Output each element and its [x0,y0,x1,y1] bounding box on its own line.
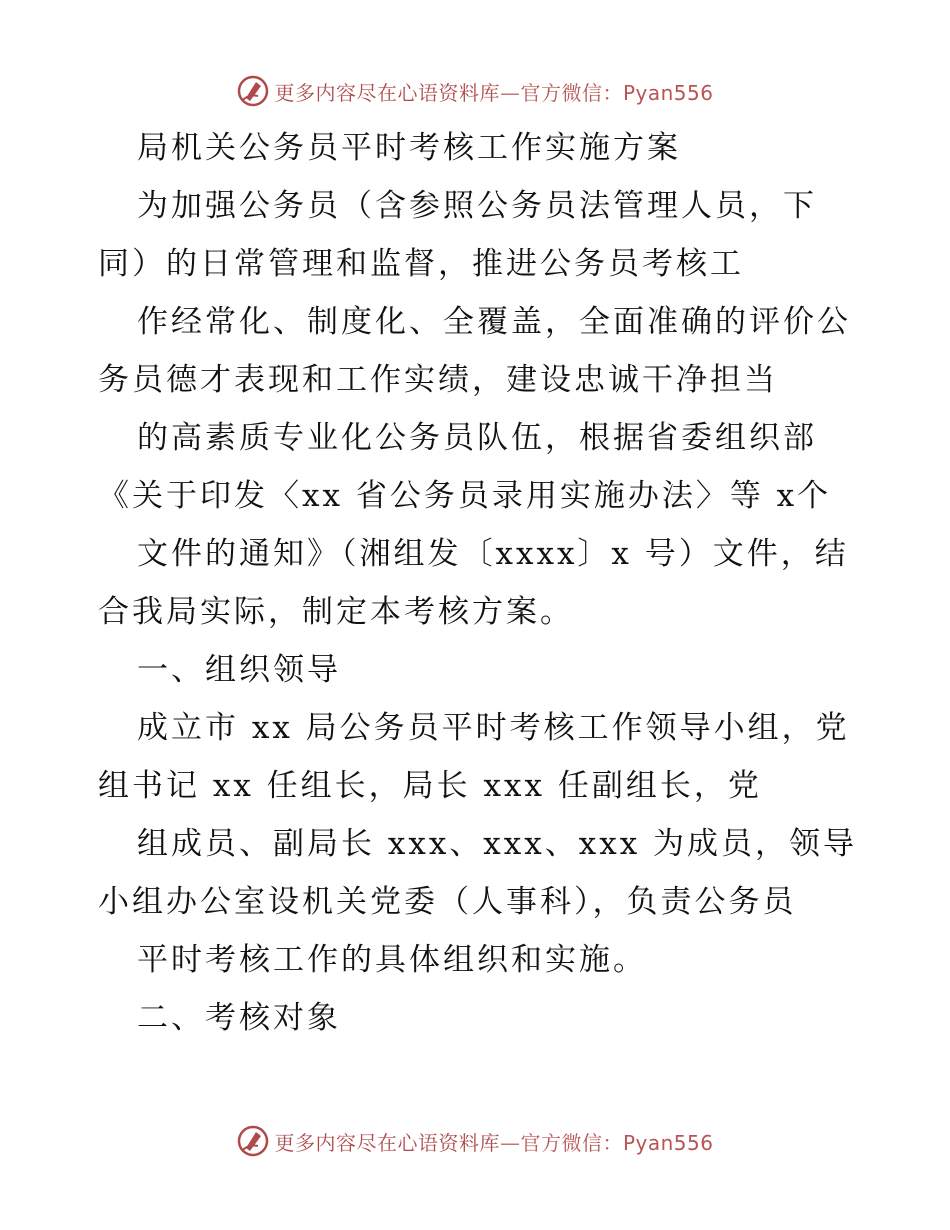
paragraph-line: 同）的日常管理和监督，推进公务员考核工 [98,246,744,282]
paragraph-line: 成立市 xx 局公务员平时考核工作领导小组，党 [137,710,850,746]
pen-nib-logo-icon [236,74,270,108]
paragraph-line: 组成员、副局长 xxx、xxx、xxx 为成员，领导 [137,826,858,862]
paragraph-line: 的高素质专业化公务员队伍，根据省委组织部 [137,420,817,456]
paragraph-line: 务员德才表现和工作实绩，建设忠诚干净担当 [98,362,778,398]
paragraph-line: 为加强公务员（含参照公务员法管理人员，下 [137,188,817,224]
watermark-footer [0,1121,950,1161]
watermark-text: 更多内容尽在心语资料库—官方微信：Pyan556 [274,80,714,105]
section-heading: 一、组织领导 [137,652,341,688]
paragraph-line: 文件的通知》（湘组发〔xxxx〕x 号）文件，结 [137,536,849,572]
watermark-header [0,71,950,111]
paragraph-line: 合我局实际，制定本考核方案。 [98,594,574,630]
document-title: 局机关公务员平时考核工作实施方案 [137,130,681,166]
paragraph-line: 作经常化、制度化、全覆盖，全面准确的评价公 [137,304,851,340]
section-heading: 二、考核对象 [137,1000,341,1036]
paragraph-line: 平时考核工作的具体组织和实施。 [137,942,647,978]
pen-nib-logo-icon [236,1124,270,1158]
paragraph-line: 小组办公室设机关党委（人事科），负责公务员 [98,884,797,920]
watermark-text: 更多内容尽在心语资料库—官方微信：Pyan556 [274,1130,714,1155]
paragraph-line: 组书记 xx 任组长，局长 xxx 任副组长，党 [98,768,762,804]
paragraph-line: 《关于印发〈xx 省公务员录用实施办法〉等 x个 [98,478,832,514]
